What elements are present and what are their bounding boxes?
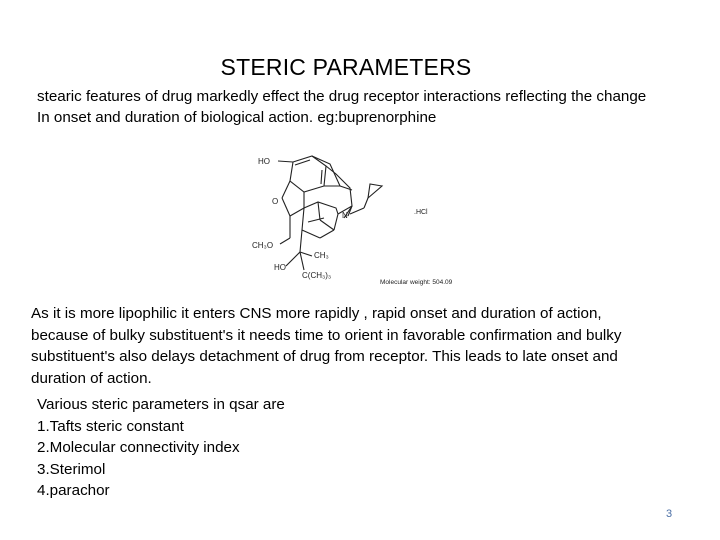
intro-line: stearic features of drug markedly effect the drug receptor interactions reflecting the change xyxy=(37,88,647,105)
steric-parameters-list xyxy=(37,394,437,502)
paragraph-line: substituent's also delays detachment of drug from receptor. This leads to late onset and xyxy=(31,348,618,365)
molecular-weight-label: Molecular weight: 504.09 xyxy=(380,279,453,286)
intro-line: In onset and duration of biological action. eg:buprenorphine xyxy=(37,109,437,126)
structure-label: C(CH₃)₃ xyxy=(302,271,332,280)
page-number: 3 xyxy=(666,508,673,520)
structure-label: CH₃ xyxy=(314,251,329,260)
structure-label: CH₃O xyxy=(252,241,274,250)
list-item: 3.Sterimol xyxy=(37,460,106,478)
structure-label: .HCl xyxy=(414,209,428,216)
list-heading: Various steric parameters in qsar are xyxy=(37,396,285,413)
structure-diagram xyxy=(240,148,480,290)
list-item: 1.Tafts steric constant xyxy=(37,417,184,435)
paragraph-line: because of bulky substituent's it needs time to orient in favorable confirmation and bulky xyxy=(31,326,622,344)
paragraph-line: As it is more lipophilic it enters CNS more rapidly , rapid onset and duration of action, xyxy=(31,305,602,322)
description-paragraph xyxy=(31,303,701,389)
paragraph-line: duration of action. xyxy=(31,369,152,387)
structure-label: O xyxy=(272,197,279,206)
list-item: 4.parachor xyxy=(37,482,110,500)
buprenorphine-structure xyxy=(240,148,480,290)
slide-title: STERIC PARAMETERS xyxy=(220,54,472,80)
structure-label: N xyxy=(342,211,348,220)
structure-label: HO xyxy=(274,263,286,272)
intro-text xyxy=(37,86,717,128)
structure-label: HO xyxy=(258,157,270,166)
list-item: 2.Molecular connectivity index xyxy=(37,439,240,457)
